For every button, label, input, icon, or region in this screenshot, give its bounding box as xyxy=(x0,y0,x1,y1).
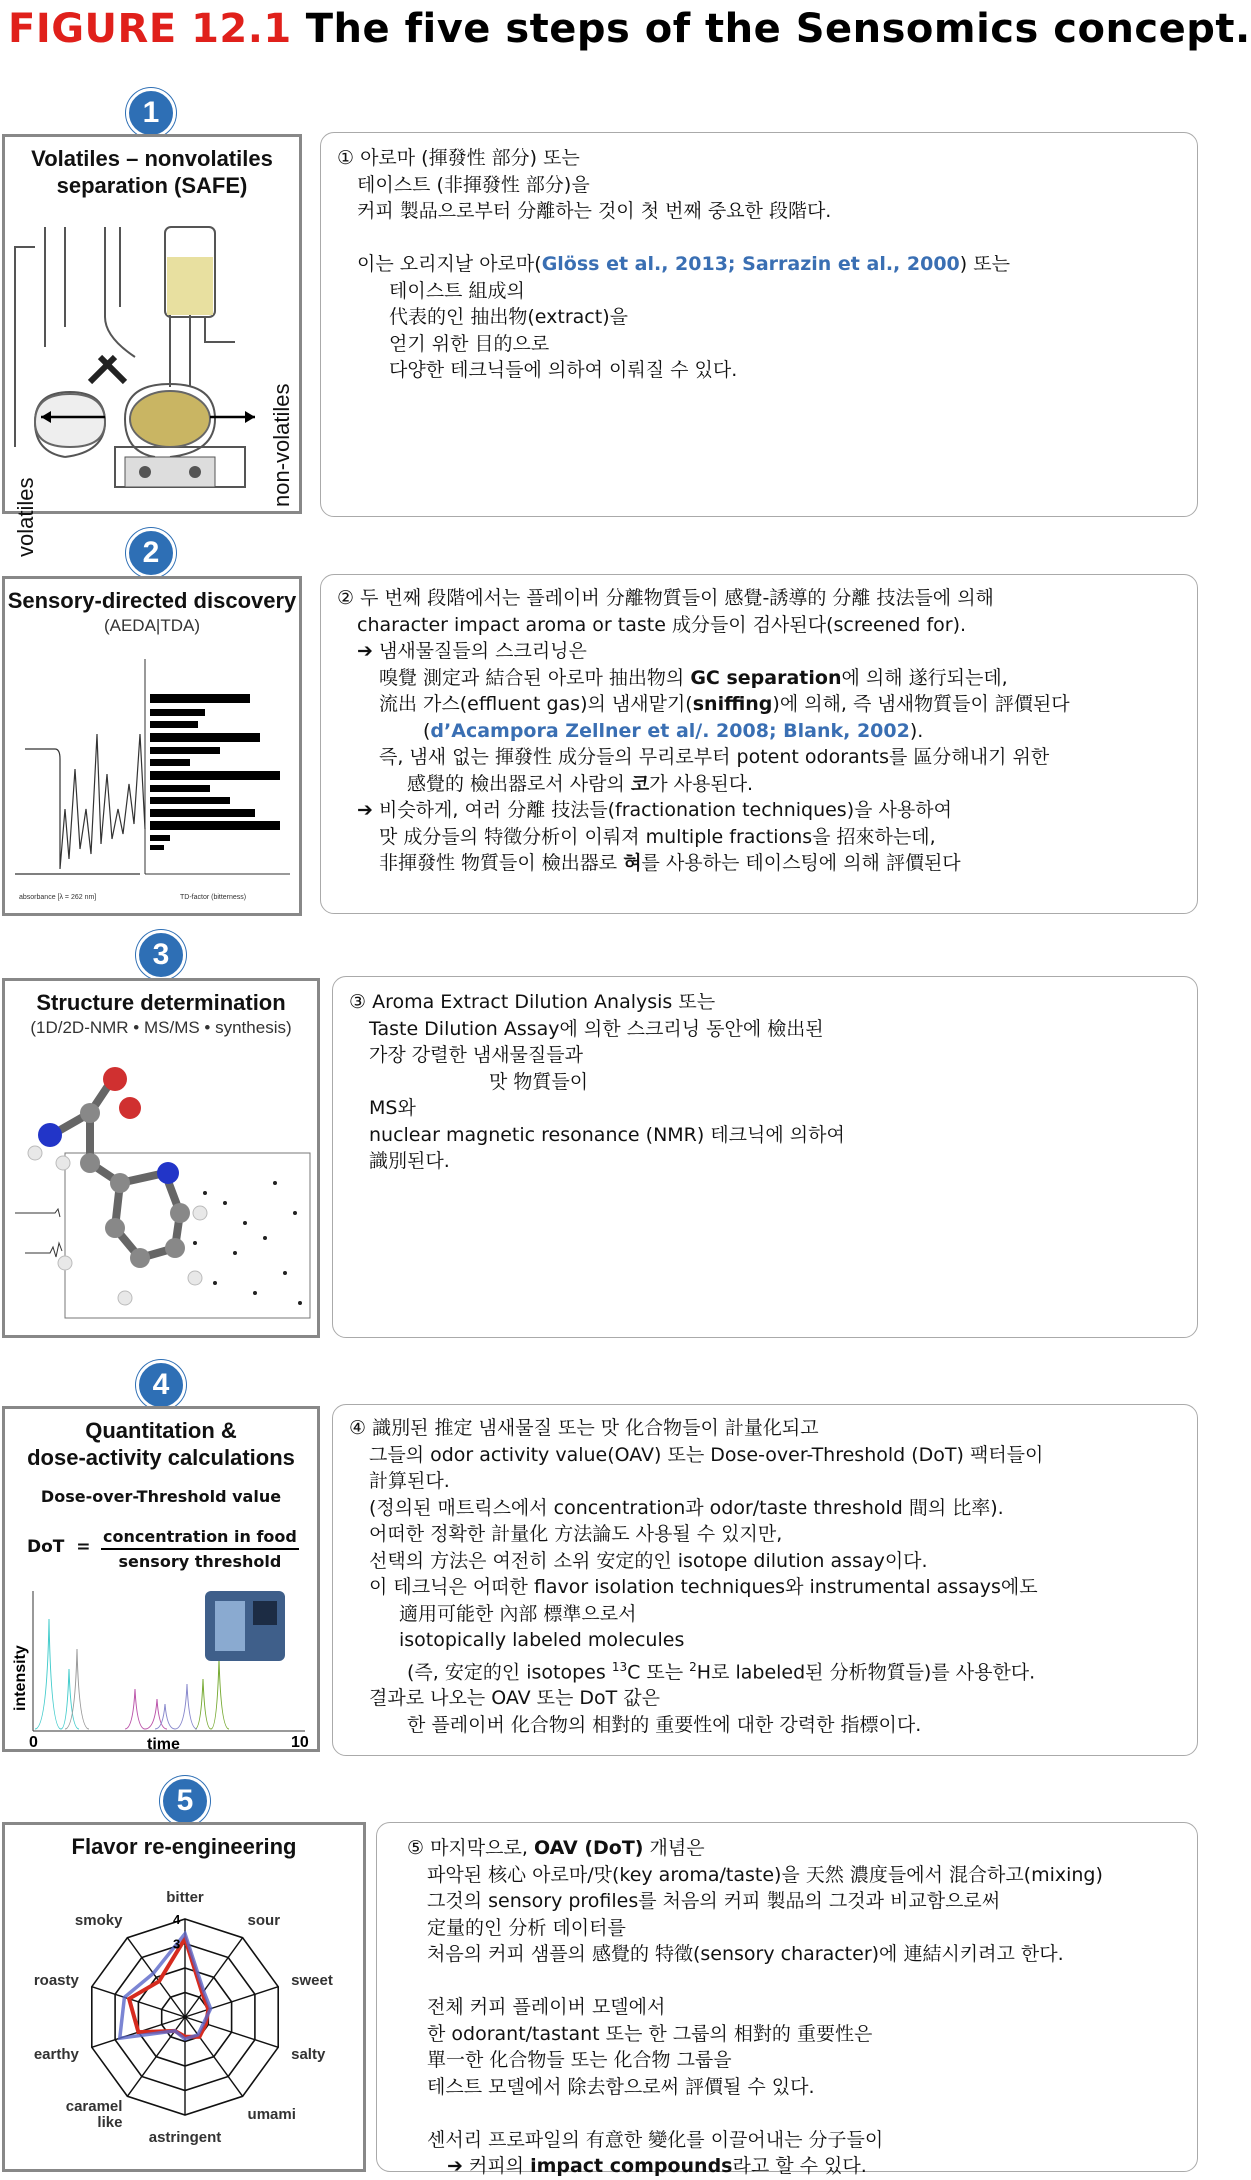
step-1-figure-title: Volatiles – nonvolatiles separation (SAFE) xyxy=(31,146,273,198)
radar-axis-label: sour xyxy=(247,1911,281,1929)
step-3-text: ③ Aroma Extract Dilution Analysis 또는 Taste Dilution Assay에 의한 스크리닝 동안에 檢出된 가장 강렬한 냄새물질들과 맛 物質들이 MS와 nuclear magnetic resonance (NMR) 테크닉에 의하여 識別된다. xyxy=(332,976,1198,1338)
figure-title xyxy=(8,6,1251,52)
dot-heading: Dose-over-Threshold value xyxy=(40,1487,282,1506)
radar-axis-label: umami xyxy=(247,2106,296,2124)
step-4-text: ④ 識別된 推定 냄새물질 또는 맛 化合物들이 計量化되고 그들의 odor activity value(OAV) 또는 Dose-over-Threshold (DoT) 팩터들이 計算된다. (정의된 매트릭스에서 concentration과 odor/taste threshold 間의 比率). 어떠한 정확한 計量化 方法論도 사용될 수 있지만, 선택의 方法은 여전히 소위 安定的인 isotope dilution assay이다. 이 테크닉은 어떠한 flavor isolation techniques와 instrumental assays에도 適用可能한 內部 標準으로서 isotopically labeled molecules (즉, 安定的인 isotopes $^{13}$C 또는 $^2$H로 labeled된 分析物質들)를 사용한다. 결과로 나오는 OAV 또는 DoT 값은 한 플레이버 化合物의 相對的 重要性에 대한 강력한 指標이다. xyxy=(332,1404,1198,1756)
step-3-figure-title: Structure determination xyxy=(36,990,286,1015)
radar-axis-label: salty xyxy=(291,2046,326,2064)
step-2-text: ② 두 번째 段階에서는 플레이버 分離物質들이 感覺-誘導的 分離 技法들에 의해 character impact aroma or taste 成分들이 검사된다(screened for). ➔ 냄새물질들의 스크리닝은 嗅覺 測定과 結合된 아로마 抽出物의 GC separation에 의해 遂行되는데, 流出 가스(effluent gas)의 냄새맡기(sniffing)에 의해, 즉 냄새物質들이 評價된다 (d’Acampora Zellner et al/. 2008; Blank, 2002). 즉, 냄새 없는 揮發性 成分들의 무리로부터 potent odorants를 區分해내기 위한 感覺的 檢出器로서 사람의 코가 사용된다. ➔ 비슷하게, 여러 分離 技法들(fractionation techniques)을 사용하여 맛 成分들의 特徵分析이 이뤄져 multiple fractions을 招來하는데, 非揮發性 物質들이 檢出器로 혀를 사용하는 테이스팅에 의해 評價된다 xyxy=(320,574,1198,914)
radar-scale-label: 3 xyxy=(173,1936,181,1952)
step-4-figure xyxy=(2,1406,320,1752)
radar-axis-label: astringent xyxy=(148,2129,222,2146)
figure-caption: The five steps of the Sensomics concept. xyxy=(305,6,1251,52)
step-5-badge: 5 xyxy=(160,1776,210,1826)
radar-scale-label: 4 xyxy=(173,1912,181,1927)
radar-axis-label: bitter xyxy=(166,1889,204,1906)
step-3-figure xyxy=(2,978,320,1338)
step-1-text: ① 아로마 (揮發性 部分) 또는 테이스트 (非揮發性 部分)을 커피 製品으로부터 分離하는 것이 첫 번째 중요한 段階다. 이는 오리지날 아로마(Glöss et al., 2013; Sarrazin et al., 2000) 또는 테이스트 組成의 代表的인 抽出物(extract)을 얻기 위한 目的으로 다양한 테크닉들에 의하여 이뤄질 수 있다. xyxy=(320,132,1198,517)
radar-axis-label: like xyxy=(97,2114,123,2132)
non-volatiles-label: non-volatiles xyxy=(269,383,294,507)
absorbance-axis-label: absorbance [λ = 262 nm] xyxy=(19,894,97,901)
radar-axis-label: earthy xyxy=(33,2046,79,2064)
radar-spoke xyxy=(185,1938,243,2017)
radar-axis-label: smoky xyxy=(74,1911,123,1929)
dot-fraction: concentration in food sensory threshold xyxy=(103,1527,297,1571)
flavor-radar-chart xyxy=(5,1867,363,2167)
step-4-badge: 4 xyxy=(136,1360,186,1410)
safe-apparatus-drawing xyxy=(5,207,299,507)
radar-axis-label: sweet xyxy=(291,1971,333,1989)
step-1-figure xyxy=(2,134,302,557)
step-2-figure-title: Sensory-directed discovery xyxy=(7,588,297,613)
intensity-chromatogram xyxy=(5,1581,317,1751)
citation-1: Glöss et al., 2013; Sarrazin et al., 2000 xyxy=(541,253,960,275)
volatiles-label: volatiles xyxy=(13,477,38,557)
step-5-figure-title: Flavor re-engineering xyxy=(71,1834,297,1859)
citation-2: d’Acampora Zellner et al/. 2008; Blank, 2002 xyxy=(430,719,910,742)
nmr-molecule-drawing xyxy=(5,1053,317,1333)
step-4-figure-title: Quantitation & dose-activity calculations xyxy=(27,1418,295,1470)
step-1-badge: 1 xyxy=(126,88,176,138)
svg-text:10: 10 xyxy=(291,1734,309,1751)
svg-text:0: 0 xyxy=(29,1734,38,1751)
step-3-figure-subtitle: (1D/2D-NMR • MS/MS • synthesis) xyxy=(30,1018,292,1037)
step-2-badge: 2 xyxy=(126,528,176,578)
svg-text:intensity: intensity xyxy=(12,1645,29,1711)
step-3-badge: 3 xyxy=(136,930,186,980)
radar-axis-label: caramel xyxy=(65,2098,123,2116)
td-factor-axis-label: TD-factor (bitterness) xyxy=(180,894,247,901)
dot-formula: DoT = xyxy=(27,1537,91,1557)
figure-label: FIGURE 12.1 xyxy=(8,6,292,52)
radar-axis-label: roasty xyxy=(33,1971,79,1989)
svg-text:time: time xyxy=(147,1736,180,1753)
step-5-text: ⑤ 마지막으로, OAV (DoT) 개념은 파악된 核心 아로마/맛(key aroma/taste)을 天然 濃度들에서 混合하고(mixing) 그것의 sensory profiles를 처음의 커피 製品의 그것과 비교함으로써 定量的인 分析 데이터를 처음의 커피 샘플의 感覺的 特徵(sensory character)에 連結시키려고 한다. 전체 커피 플레이버 모델에서 한 odorant/tastant 또는 한 그룹의 相對的 重要性은 單一한 化合物들 또는 化合物 그룹을 테스트 모델에서 除去함으로써 評價될 수 있다. 센서리 프로파일의 有意한 變化를 이끌어내는 分子들이 ➔ 커피의 impact compounds라고 할 수 있다. xyxy=(376,1822,1198,2172)
aeda-tda-chromatogram xyxy=(5,649,299,909)
radar-spoke xyxy=(185,2017,243,2096)
step-2-figure xyxy=(2,576,302,916)
step-5-figure xyxy=(2,1822,366,2172)
step-2-figure-subtitle: (AEDA|TDA) xyxy=(103,616,201,635)
